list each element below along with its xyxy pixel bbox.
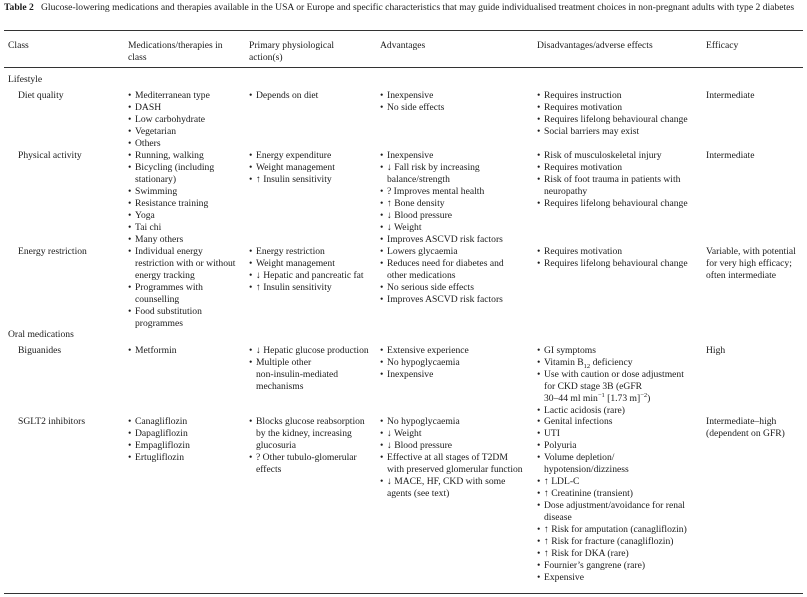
list-item: • Programmes with counselling [128, 282, 235, 306]
list-item: • No hypoglycaemia [380, 416, 523, 428]
row-sglt2-advantages [380, 416, 523, 500]
list-item: • Canagliflozin [128, 416, 190, 428]
header-action-line1: Primary physiological [249, 40, 334, 51]
list-item: • Inexpensive [380, 90, 444, 102]
section-oral-medications: Oral medications [8, 329, 74, 340]
list-item: • Multiple other non-insulin-mediated mechanisms [249, 357, 369, 393]
row-biguanides-disadvantages [537, 345, 684, 417]
row-energy-action [249, 246, 364, 294]
list-item: • Empagliflozin [128, 440, 190, 452]
list-item: • ↑ Creatinine (transient) [537, 488, 687, 500]
list-item: • Weight management [249, 258, 364, 270]
list-item: • Resistance training [128, 198, 214, 210]
list-item: • ↑ Risk for amputation (canagliflozin) [537, 524, 687, 536]
header-rule [4, 67, 803, 68]
section-lifestyle: Lifestyle [8, 74, 43, 85]
row-energy-efficacy: Variable, with potential for very high efficacy; often intermediate [706, 246, 796, 281]
list-item: • Yoga [128, 210, 214, 222]
list-item: • Improves ASCVD risk factors [380, 294, 504, 306]
list-item: • Mediterranean type [128, 90, 210, 102]
table-caption [4, 2, 802, 14]
list-item: • Tai chi [128, 222, 214, 234]
list-item: • Weight management [249, 162, 335, 174]
row-diet-advantages [380, 90, 444, 114]
row-physical-disadvantages [537, 150, 688, 210]
row-diet-medications [128, 90, 210, 150]
list-item: • Individual energy restriction with or without energy tracking [128, 246, 235, 282]
list-item: • ? Other tubulo-glomerular effects [249, 452, 365, 476]
list-item: • Extensive experience [380, 345, 469, 357]
header-advantages: Advantages [380, 40, 426, 51]
list-item: • Effective at all stages of T2DM with preserved glomerular function [380, 452, 523, 476]
list-item: • UTI [537, 428, 687, 440]
list-item: • Running, walking [128, 150, 214, 162]
list-item: • Reduces need for diabetes and other medications [380, 258, 504, 282]
bottom-rule [4, 593, 803, 594]
list-item: • Inexpensive [380, 369, 469, 381]
row-biguanides-action [249, 345, 369, 393]
list-item: • No hypoglycaemia [380, 357, 469, 369]
list-item: • ↓ Blood pressure [380, 440, 523, 452]
list-item: • Requires motivation [537, 102, 688, 114]
row-biguanides-efficacy: High [706, 345, 726, 356]
list-item: • Requires motivation [537, 246, 688, 258]
row-biguanides-class: Biguanides [18, 345, 62, 356]
list-item: • ↓ Hepatic glucose production [249, 345, 369, 357]
list-item: • ↓ Blood pressure [380, 210, 503, 222]
table-caption-text: Glucose-lowering medications and therapies available in the USA or Europe and specific characteristics that may guide individualised treatment choices in non-pregnant adults with type 2 diabetes [40, 2, 795, 13]
table-label: Table 2 [4, 2, 34, 13]
list-item: • Blocks glucose reabsorption by the kidney, increasing glucosuria [249, 416, 365, 452]
row-physical-medications [128, 150, 214, 246]
row-energy-advantages [380, 246, 504, 306]
list-item: • ↑ Risk for DKA (rare) [537, 548, 687, 560]
row-biguanides-medications [128, 345, 177, 357]
list-item: • Use with caution or dose adjustment for CKD stage 3B (eGFR 30–44 ml $\min^{-1} [1.73$ m]$^{-2}$) [537, 369, 684, 405]
list-item: • Dose adjustment/avoidance for renal disease [537, 500, 687, 524]
list-item: • Vitamin $B_{12}$ deficiency [537, 357, 684, 369]
header-action-line2: action(s) [249, 52, 283, 63]
row-sglt2-action [249, 416, 365, 476]
row-sglt2-disadvantages [537, 416, 687, 584]
list-item: • Swimming [128, 186, 214, 198]
list-item: • ↓ Hepatic and pancreatic fat [249, 270, 364, 282]
list-item: • ↓ Weight [380, 428, 523, 440]
row-diet-action [249, 90, 318, 102]
list-item: • No side effects [380, 102, 444, 114]
list-item: • Dapagliflozin [128, 428, 190, 440]
header-efficacy: Efficacy [706, 40, 739, 51]
list-item: • ↑ Risk for fracture (canagliflozin) [537, 536, 687, 548]
list-item: • ↓ Fall risk by increasing balance/strength [380, 162, 503, 186]
list-item: • Polyuria [537, 440, 687, 452]
list-item: • Risk of musculoskeletal injury [537, 150, 688, 162]
header-medications-line2: class [128, 52, 147, 63]
list-item: • Energy restriction [249, 246, 364, 258]
row-physical-efficacy: Intermediate [706, 150, 755, 161]
list-item: • Social barriers may exist [537, 126, 688, 138]
list-item: • ↓ Weight [380, 222, 503, 234]
row-diet-disadvantages [537, 90, 688, 138]
list-item: • Depends on diet [249, 90, 318, 102]
row-physical-class: Physical activity [18, 150, 82, 161]
list-item: • ↓ MACE, HF, CKD with some agents (see text) [380, 476, 523, 500]
row-energy-disadvantages [537, 246, 688, 270]
list-item: • Vegetarian [128, 126, 210, 138]
list-item: • Ertugliflozin [128, 452, 190, 464]
list-item: • ? Improves mental health [380, 186, 503, 198]
list-item: • ↑ LDL-C [537, 476, 687, 488]
list-item: • Requires lifelong behavioural change [537, 258, 688, 270]
list-item: • Expensive [537, 572, 687, 584]
header-medications-line1: Medications/therapies in [128, 40, 223, 51]
row-sglt2-efficacy: Intermediate–high (dependent on GFR) [706, 416, 785, 439]
list-item: • Volume depletion/ hypotension/dizziness [537, 452, 687, 476]
list-item: • Lowers glycaemia [380, 246, 504, 258]
row-diet-efficacy: Intermediate [706, 90, 755, 101]
top-rule [4, 30, 803, 31]
row-sglt2-medications [128, 416, 190, 464]
list-item: • Requires instruction [537, 90, 688, 102]
row-sglt2-class: SGLT2 inhibitors [18, 416, 86, 427]
list-item: • Requires lifelong behavioural change [537, 114, 688, 126]
list-item: • Low carbohydrate [128, 114, 210, 126]
list-item: • ↑ Bone density [380, 198, 503, 210]
list-item: • Requires lifelong behavioural change [537, 198, 688, 210]
row-diet-class: Diet quality [18, 90, 64, 101]
list-item: • Fournier’s gangrene (rare) [537, 560, 687, 572]
list-item: • Lactic acidosis (rare) [537, 405, 684, 417]
row-energy-class: Energy restriction [18, 246, 87, 257]
list-item: • Inexpensive [380, 150, 503, 162]
list-item: • Bicycling (including stationary) [128, 162, 214, 186]
list-item: • DASH [128, 102, 210, 114]
list-item: • No serious side effects [380, 282, 504, 294]
list-item: • Genital infections [537, 416, 687, 428]
list-item: • Many others [128, 234, 214, 246]
list-item: • Food substitution programmes [128, 306, 235, 330]
header-disadvantages: Disadvantages/adverse effects [537, 40, 653, 51]
list-item: • Energy expenditure [249, 150, 335, 162]
list-item: • Improves ASCVD risk factors [380, 234, 503, 246]
header-class: Class [8, 40, 29, 51]
list-item: • Metformin [128, 345, 177, 357]
list-item: • Risk of foot trauma in patients with neuropathy [537, 174, 688, 198]
list-item: • ↑ Insulin sensitivity [249, 282, 364, 294]
row-energy-medications [128, 246, 235, 330]
list-item: • ↑ Insulin sensitivity [249, 174, 335, 186]
row-physical-advantages [380, 150, 503, 246]
row-biguanides-advantages [380, 345, 469, 381]
list-item: • Others [128, 138, 210, 150]
list-item: • GI symptoms [537, 345, 684, 357]
row-physical-action [249, 150, 335, 186]
list-item: • Requires motivation [537, 162, 688, 174]
